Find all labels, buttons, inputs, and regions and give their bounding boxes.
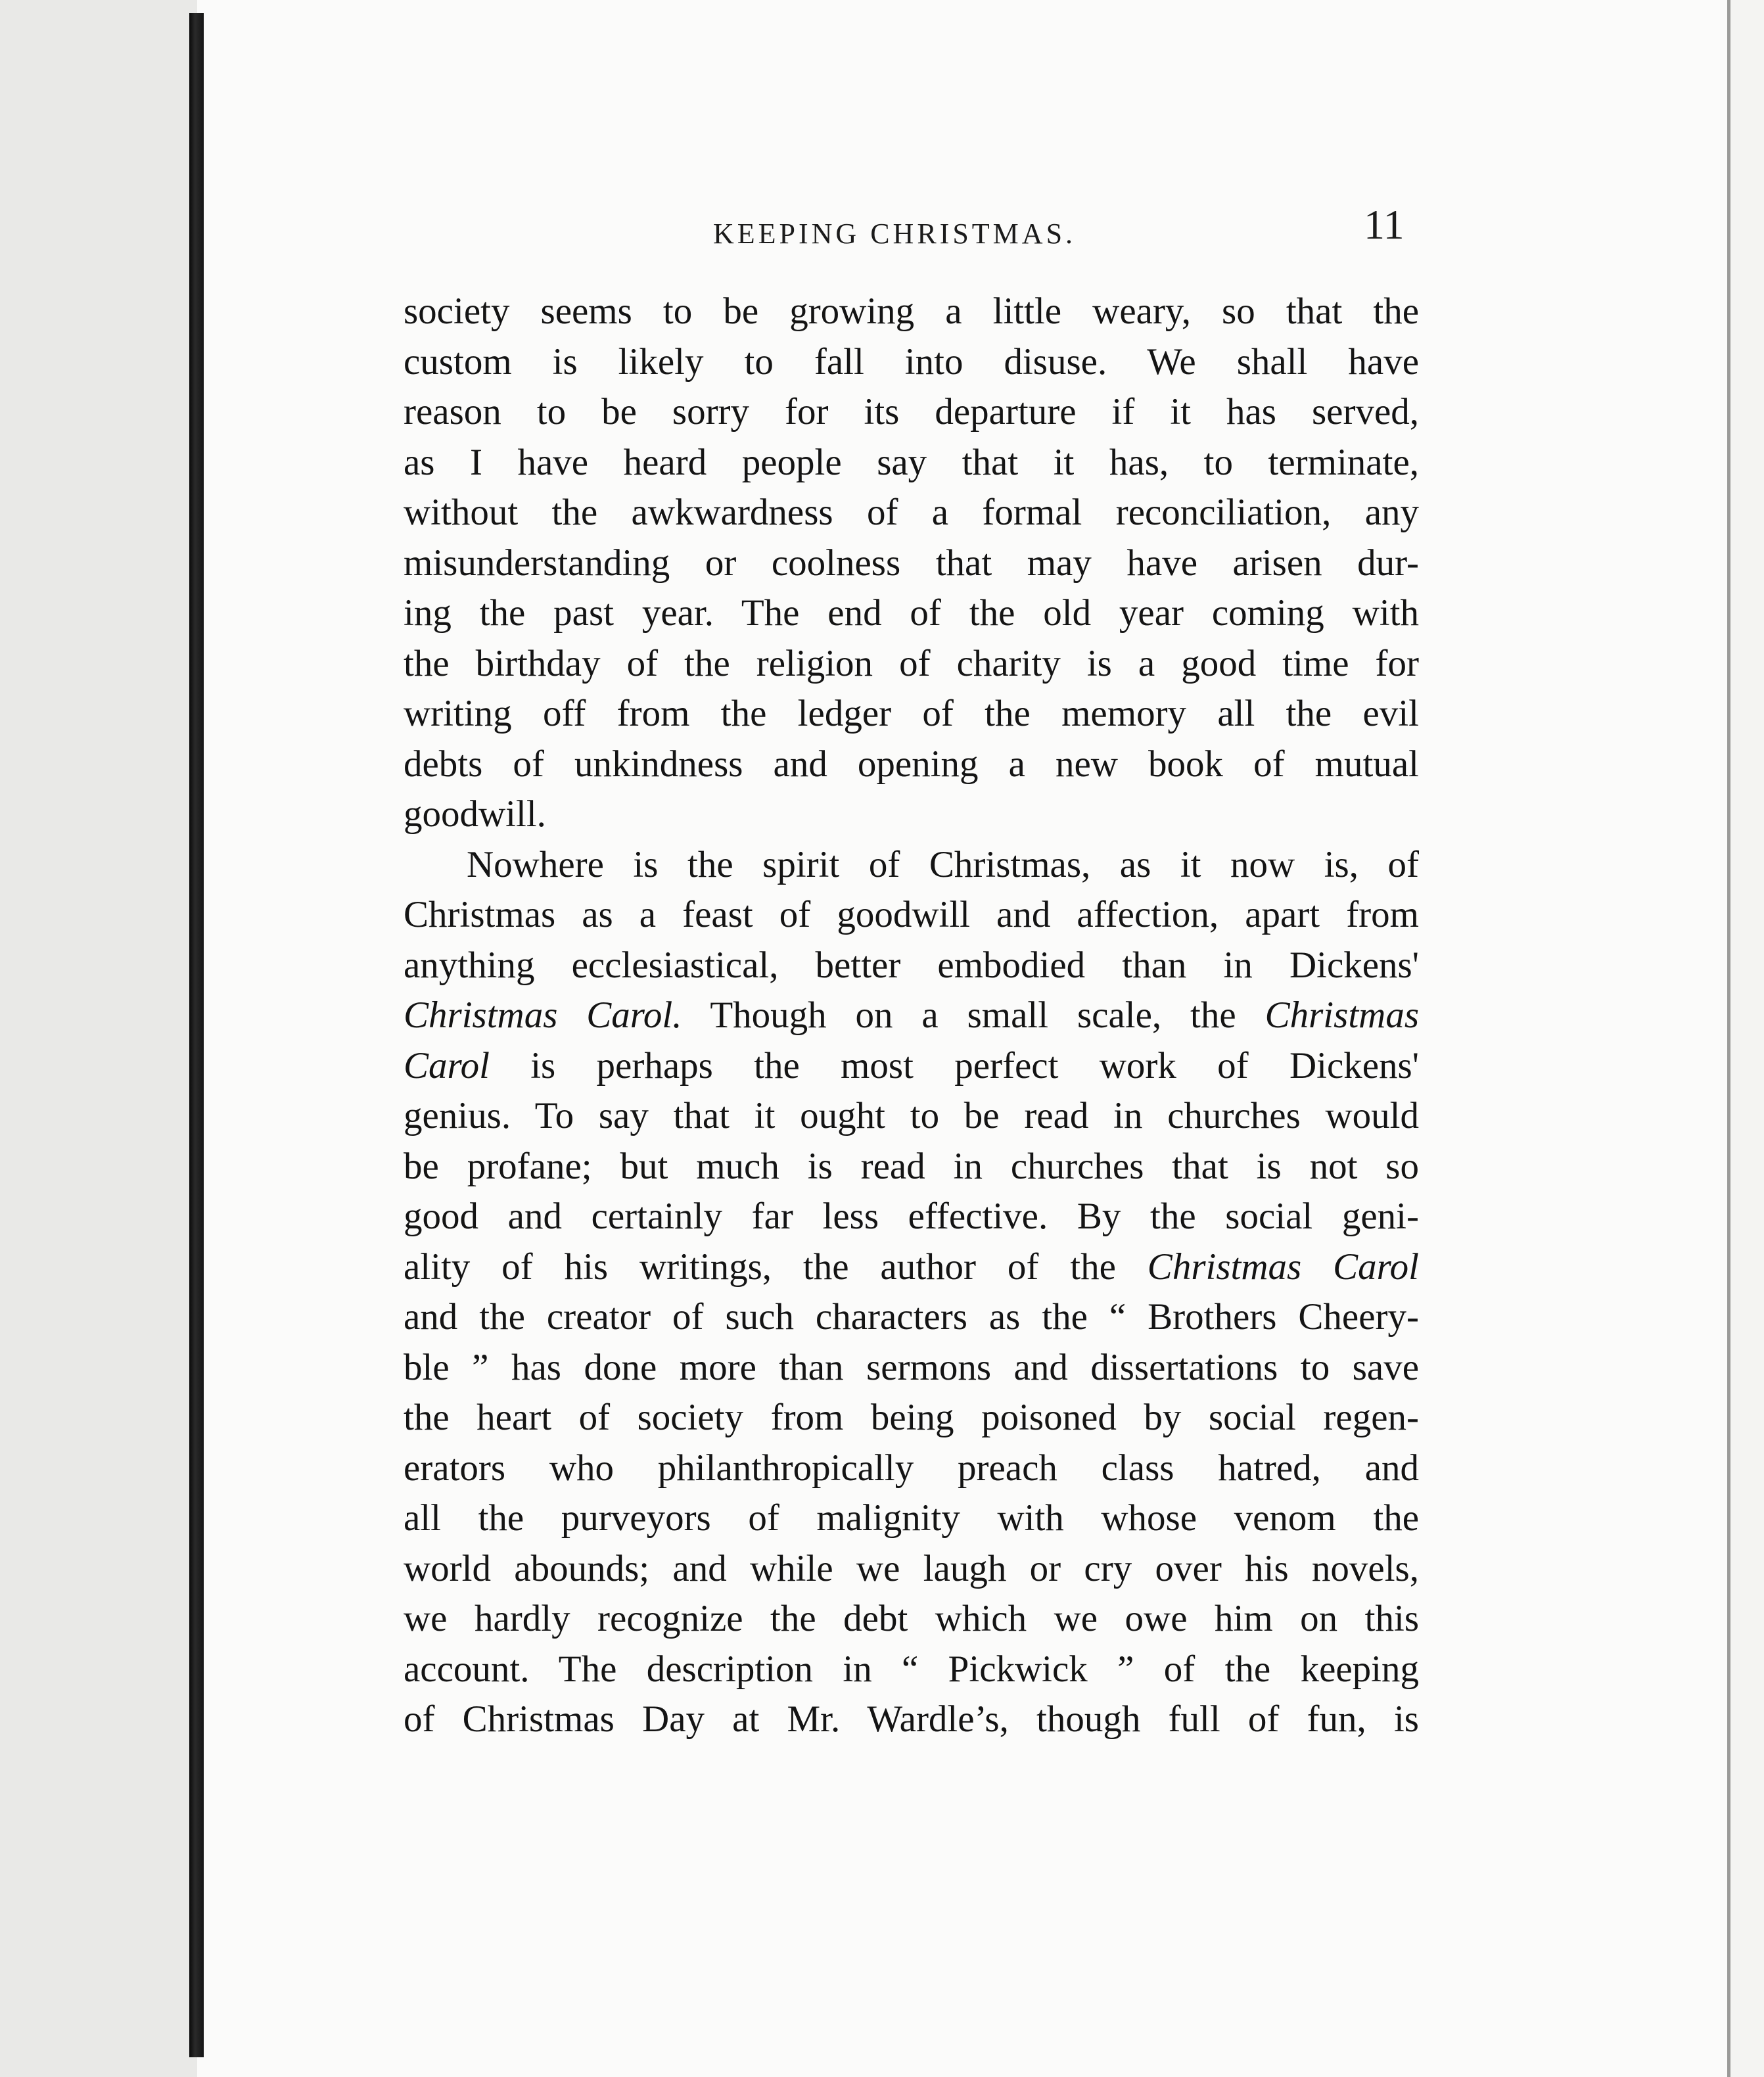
- text-line: the birthday of the religion of charity is a good time for: [404, 642, 1419, 684]
- text-line: of Christmas Day at Mr. Wardle’s, though full of fun, is: [404, 1698, 1419, 1740]
- text-line: ble ” has done more than sermons and dissertations to save: [404, 1346, 1419, 1388]
- text-line: society seems to be growing a little weary, so that the: [404, 291, 1419, 332]
- text-line: reason to be sorry for its departure if it has served,: [404, 391, 1419, 432]
- paragraph-first-line: Nowhere is the spirit of Christmas, as it now is, of: [467, 843, 1419, 885]
- italic-title: Christmas: [1265, 994, 1419, 1036]
- text-line: writing off from the ledger of the memory all the evil: [404, 693, 1419, 734]
- text-line: goodwill.: [404, 793, 546, 835]
- text-line: genius. To say that it ought to be read in churches would: [404, 1095, 1419, 1136]
- text-line: and the creator of such characters as the “ Brothers Cheery-: [404, 1296, 1419, 1338]
- text-line: custom is likely to fall into disuse. We shall have: [404, 340, 1419, 383]
- running-head: KEEPING CHRISTMAS.: [713, 218, 1077, 250]
- text-line: all the purveyors of malignity with whose venom the: [404, 1497, 1419, 1539]
- book-gutter-shadow: [189, 13, 204, 2057]
- text-line: Christmas as a feast of goodwill and affection, apart from: [404, 894, 1419, 935]
- text-line: debts of unkindness and opening a new book of mutual: [404, 743, 1419, 785]
- text-line: be profane; but much is read in churches that is not so: [404, 1145, 1419, 1187]
- italic-title: Christmas Carol.: [404, 994, 682, 1036]
- italic-title: Christmas Carol: [1147, 1246, 1419, 1288]
- text-line: misunderstanding or coolness that may have arisen dur-: [404, 542, 1419, 584]
- text-line: without the awkwardness of a formal reconciliation, any: [404, 492, 1419, 533]
- text-line: world abounds; and while we laugh or cry over his novels,: [404, 1547, 1419, 1589]
- text-line: account. The description in “ Pickwick ” of the keeping: [404, 1648, 1419, 1690]
- body-text: [404, 287, 1419, 1745]
- page-number: 11: [1364, 201, 1404, 248]
- page-edge: [1727, 0, 1764, 2077]
- text-line: good and certainly far less effective. By the social geni-: [404, 1196, 1419, 1237]
- italic-title: Carol: [404, 1044, 490, 1086]
- text-line: erators who philanthropically preach class hatred, and: [404, 1447, 1419, 1489]
- text-line: as I have heard people say that it has, to terminate,: [404, 441, 1419, 483]
- text-line: ing the past year. The end of the old year coming with: [404, 592, 1419, 634]
- text-line: ality of his writings, the author of the Christmas Carol: [404, 1246, 1419, 1288]
- text-line: Christmas Carol. Though on a small scale, the Christmas: [404, 994, 1419, 1036]
- text-line: anything ecclesiastical, better embodied than in Dickens': [404, 944, 1419, 986]
- text-line: we hardly recognize the debt which we owe him on this: [404, 1598, 1419, 1639]
- text-line: the heart of society from being poisoned by social regen-: [404, 1397, 1419, 1438]
- text-line: Carol is perhaps the most perfect work of Dickens': [404, 1044, 1419, 1086]
